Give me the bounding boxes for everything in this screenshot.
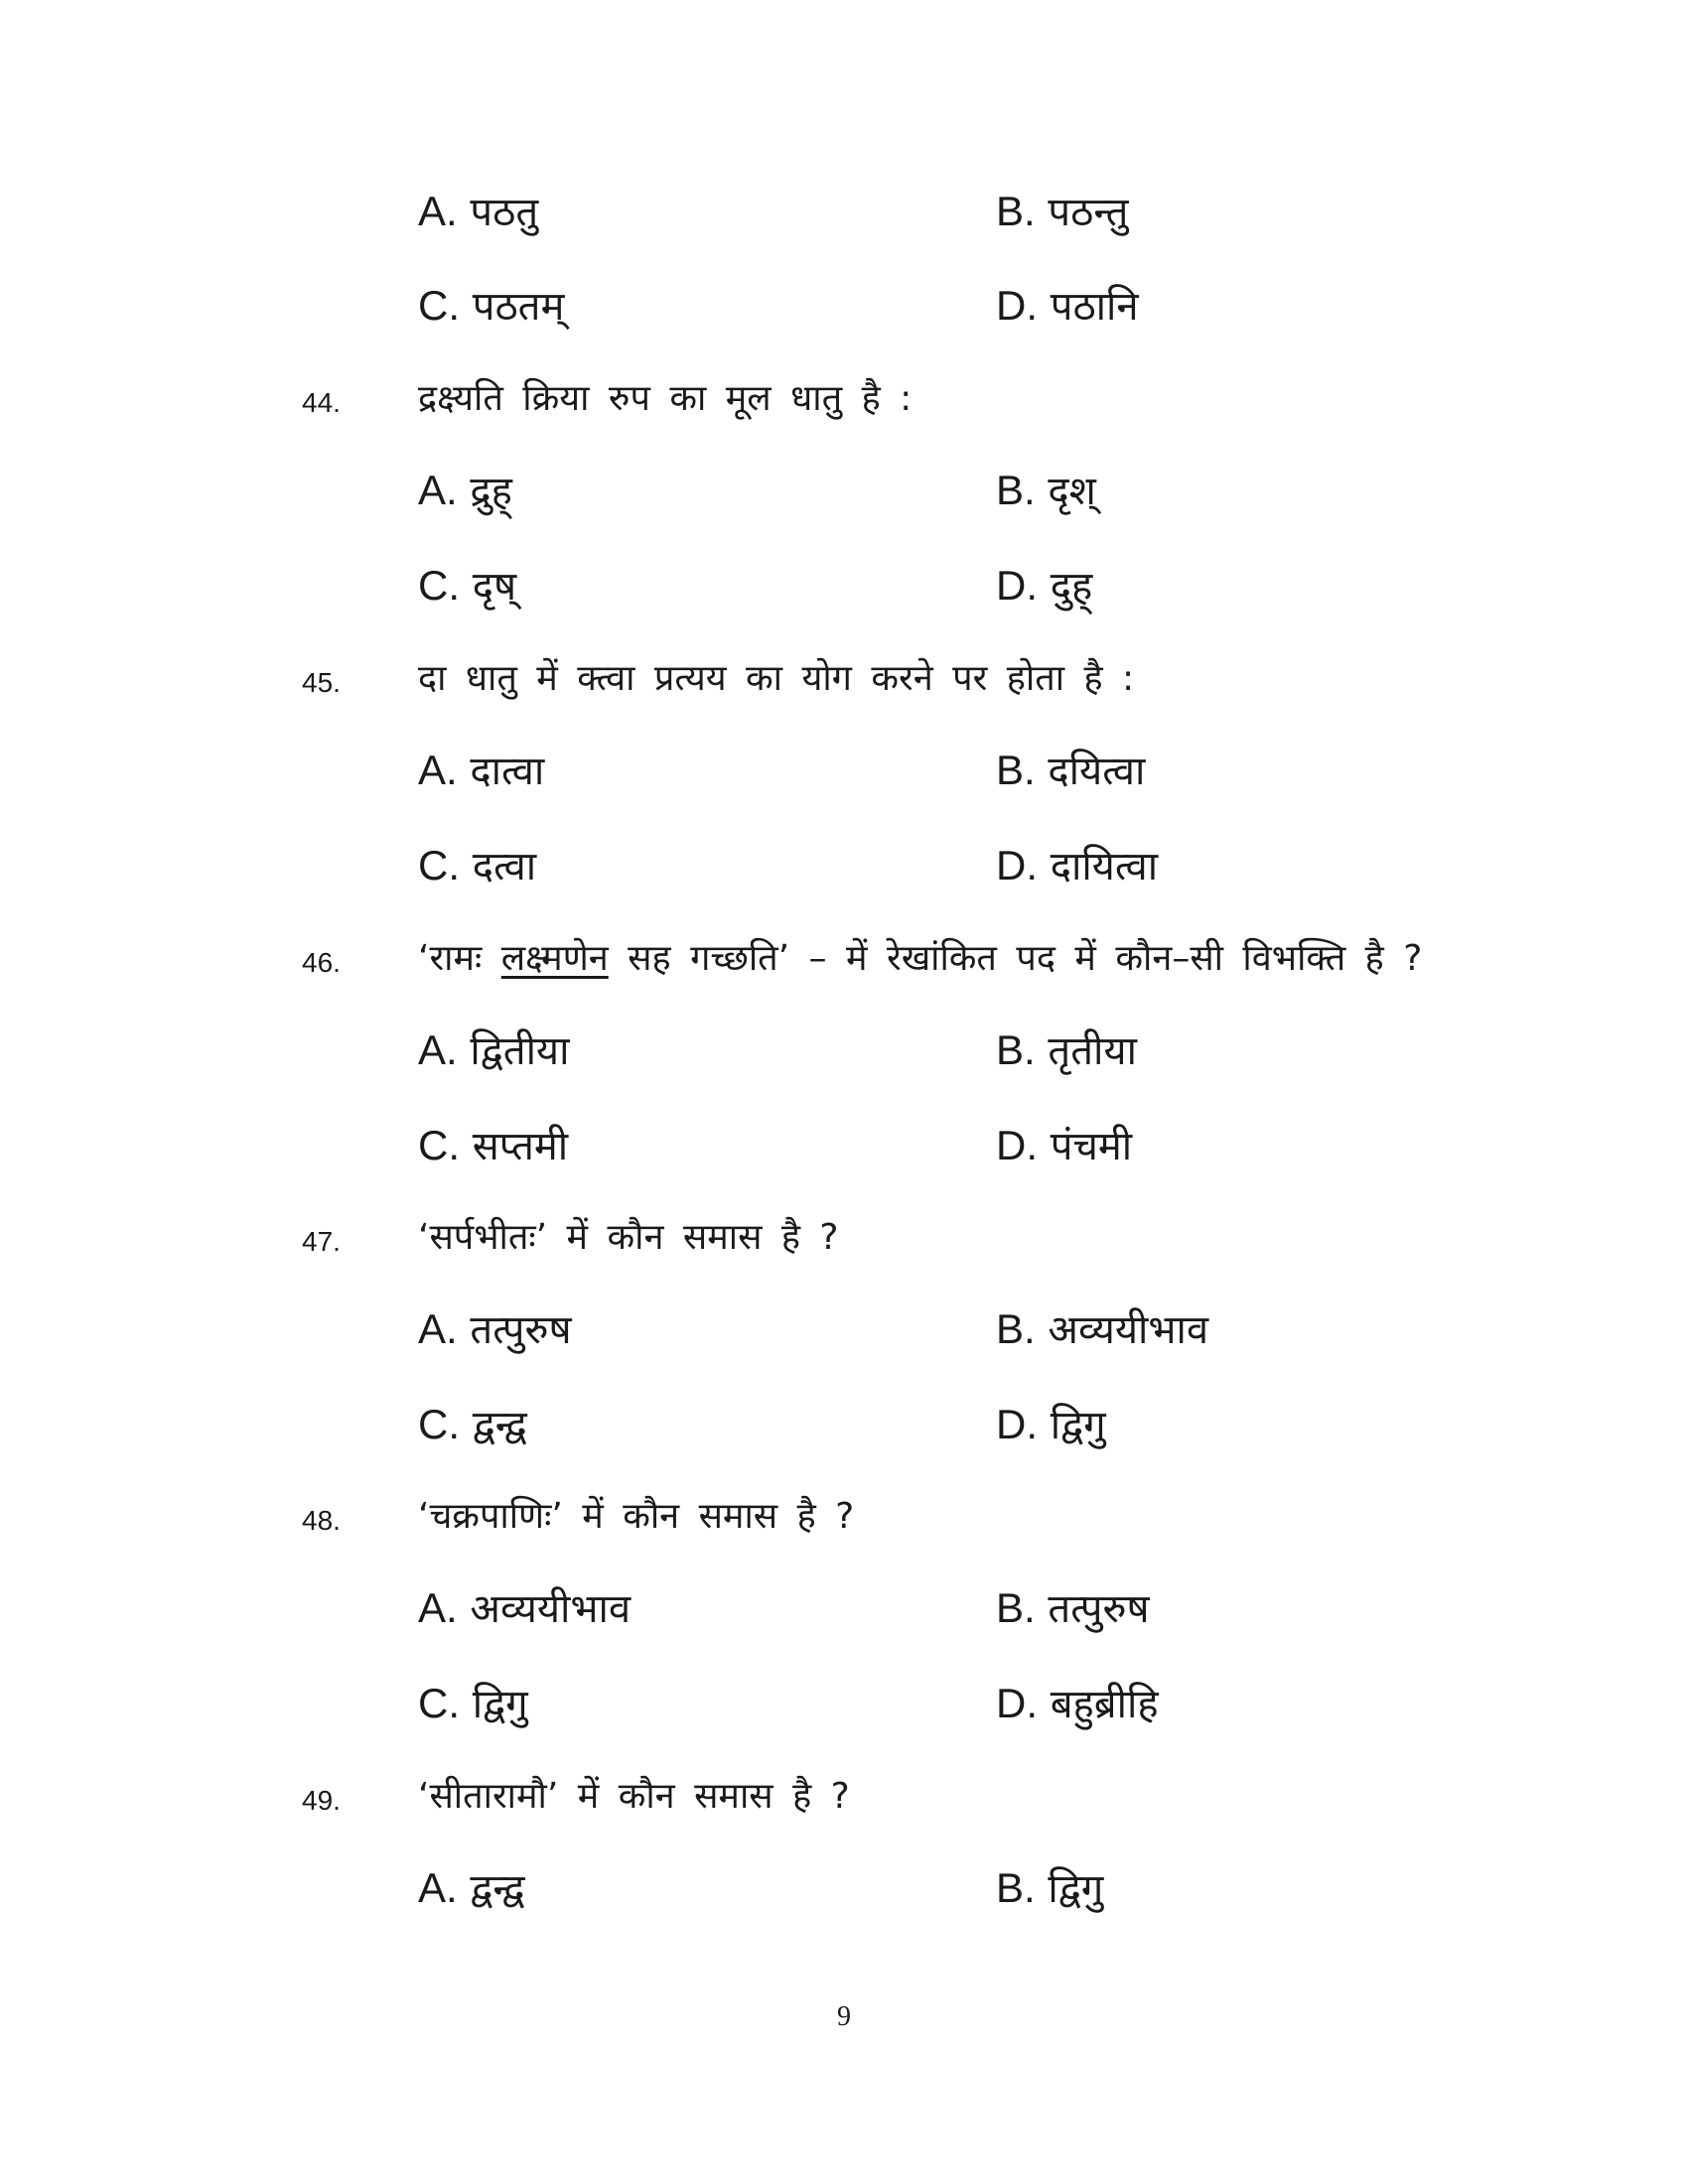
q43-options-row-2 [0,276,1688,336]
option-text: द्विगु [1050,1403,1106,1448]
q44-option-d [996,556,1092,616]
q43-option-d [996,276,1139,337]
q47-option-b [996,1299,1208,1360]
option-text: दृश् [1048,469,1096,514]
option-text: दायित्वा [1050,844,1159,889]
question-number: 44. [302,387,341,418]
option-letter: C. [418,282,460,329]
option-letter: A. [418,188,458,234]
q44-question-row [0,369,1688,429]
option-text: तत्पुरुष [470,1307,572,1353]
q47-options-row-1 [0,1299,1688,1359]
option-letter: A. [418,1584,458,1631]
q46-options-row-1 [0,1021,1688,1080]
q48-question-row [0,1487,1688,1547]
q47-option-d [996,1395,1106,1455]
option-text: सप्तमी [472,1124,569,1169]
q46-option-b [996,1021,1137,1081]
option-text: तत्पुरुष [1048,1586,1150,1632]
q45-option-d [996,836,1158,896]
q45-options-row-2 [0,836,1688,895]
q46-option-d [996,1116,1132,1176]
option-text: अव्ययीभाव [1048,1307,1209,1353]
q49-question-row [0,1767,1688,1827]
option-text: पठतम् [472,284,565,330]
q48-option-b [996,1578,1150,1639]
option-letter: B. [996,467,1036,513]
question-text: द्रक्ष्यति क्रिया रुप का मूल धातु है : [418,378,913,419]
option-letter: B. [996,1584,1036,1631]
q44-options-row-2 [0,556,1688,615]
option-letter: C. [418,1401,460,1447]
option-text: द्वन्द्व [472,1403,527,1448]
q49-options-row-1 [0,1858,1688,1918]
q46-options-row-2 [0,1116,1688,1175]
option-text: द्रुह् [470,469,512,514]
option-text: अव्ययीभाव [470,1586,632,1632]
q44-options-row-1 [0,461,1688,520]
option-letter: D. [996,1122,1038,1168]
q48-options-row-2 [0,1674,1688,1733]
option-text: द्विगु [472,1682,528,1727]
option-letter: C. [418,562,460,609]
question-number: 48. [302,1505,341,1536]
q44-option-a [418,461,512,521]
question-number: 46. [302,947,341,978]
option-text: बहुब्रीहि [1050,1682,1159,1727]
option-text: पठतु [470,190,539,235]
q45-option-a [418,741,544,801]
q47-option-a [418,1299,572,1360]
option-letter: B. [996,1026,1036,1073]
question-text-part-2: सह गच्छति’ – में रेखांकित पद में कौन–सी विभक्ति है ? [628,938,1423,979]
option-letter: B. [996,1305,1036,1352]
q43-option-a [418,182,538,242]
option-letter: D. [996,1680,1038,1726]
q47-option-c [418,1395,527,1455]
option-letter: C. [418,1122,460,1168]
option-text: दात्वा [470,749,545,794]
q43-option-b [996,182,1129,242]
option-letter: A. [418,1864,458,1911]
q44-option-c [418,556,516,616]
option-letter: D. [996,562,1038,609]
q48-options-row-1 [0,1578,1688,1638]
option-text: पठन्तु [1048,190,1129,235]
q49-option-a [418,1858,524,1919]
q48-option-c [418,1674,528,1734]
option-text: तृतीया [1048,1028,1137,1074]
option-letter: B. [996,1864,1036,1911]
page-number: 9 [837,2001,851,2032]
option-letter: A. [418,1026,458,1073]
question-number: 45. [302,667,341,698]
option-letter: A. [418,1305,458,1352]
option-text: द्वन्द्व [470,1866,525,1912]
q43-options-row-1 [0,182,1688,241]
q47-options-row-2 [0,1395,1688,1454]
q45-question-row [0,649,1688,709]
q45-option-b [996,741,1145,801]
question-text: ‘चक्रपाणिः’ में कौन समास है ? [418,1496,855,1537]
option-letter: C. [418,1680,460,1726]
option-text: दुह् [1050,564,1093,610]
option-text: दयित्वा [1048,749,1146,794]
option-letter: B. [996,188,1036,234]
underlined-word: लक्ष्मणेन [500,938,609,979]
option-text: पंचमी [1050,1124,1133,1169]
question-text: ‘सर्पभीतः’ में कौन समास है ? [418,1217,839,1258]
q44-option-b [996,461,1096,521]
q46-question-row [0,929,1688,989]
option-text: पठानि [1050,284,1139,330]
question-text [418,929,1422,989]
q47-question-row [0,1208,1688,1268]
q49-option-b [996,1858,1103,1919]
option-letter: A. [418,467,458,513]
option-text: द्वितीया [470,1028,570,1074]
option-letter: D. [996,842,1038,888]
q48-option-d [996,1674,1159,1734]
option-letter: A. [418,747,458,793]
question-text: ‘सीतारामौ’ में कौन समास है ? [418,1776,850,1817]
option-text: द्विगु [1048,1866,1104,1912]
q45-options-row-1 [0,741,1688,800]
question-text-part-1: ‘रामः [418,938,483,979]
option-letter: C. [418,842,460,888]
q46-option-c [418,1116,568,1176]
q48-option-a [418,1578,631,1639]
option-letter: B. [996,747,1036,793]
option-text: दत्वा [472,844,537,889]
question-text: दा धातु में क्त्वा प्रत्यय का योग करने पर होता है : [418,658,1135,699]
option-letter: D. [996,1401,1038,1447]
q43-option-c [418,276,564,337]
q46-option-a [418,1021,570,1081]
question-number: 47. [302,1226,341,1257]
option-text: दृष् [472,564,517,610]
option-letter: D. [996,282,1038,329]
q45-option-c [418,836,536,896]
question-number: 49. [302,1785,341,1816]
